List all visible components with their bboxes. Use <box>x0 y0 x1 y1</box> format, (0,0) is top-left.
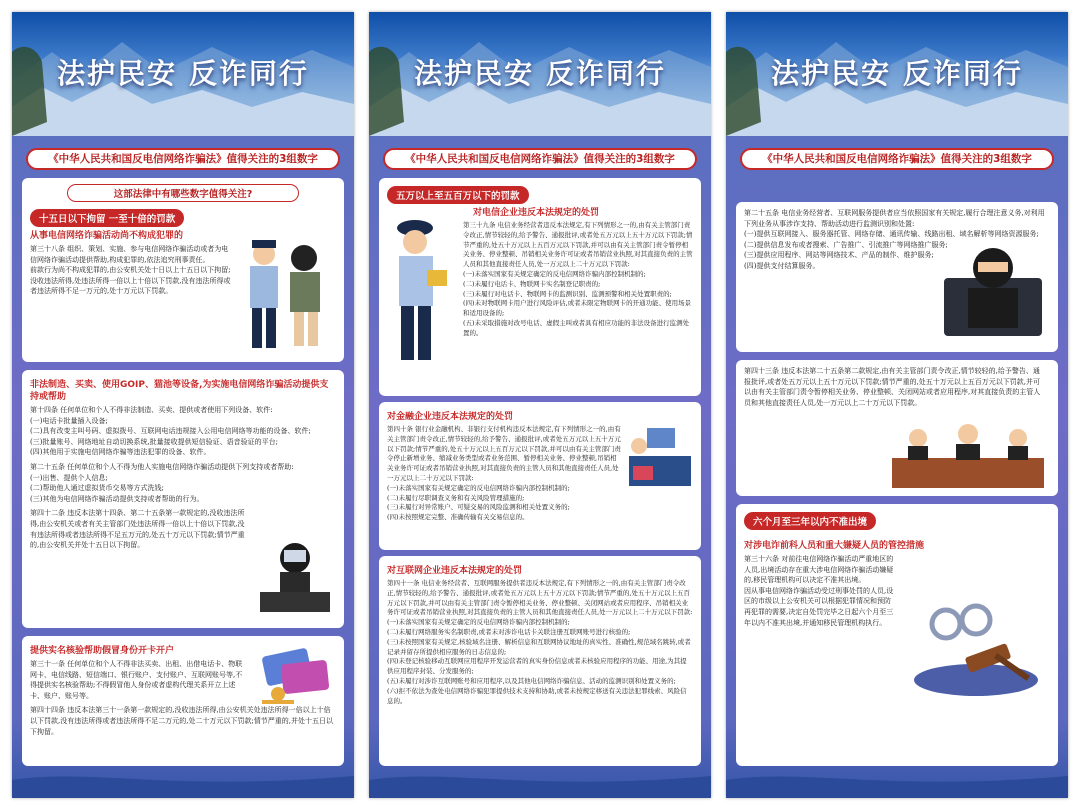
police-arrest-illustration <box>236 234 336 354</box>
courtroom-illustration <box>888 404 1048 490</box>
bottom-wave-decoration <box>369 768 711 798</box>
article-43-text: 第四十三条 违反本法第二十五条第二款规定,由有关主管部门责令改正,情节较轻的,给予警告、通报批评,或者处五万元以上五十万元以下罚款;情节严重的,处五十万元以上五百万元以下罚款,并可以由有关主管部门责令暂停相关业务、停业整顿、关闭网站或者应用程序,对其直接负责的主管人员和其他直接责任人员,处一万元以上二十万元以下罚款。 <box>744 367 1041 407</box>
section-heading: 对互联网企业违反本法规定的处罚 <box>387 566 523 576</box>
card-article-43 <box>736 360 1058 496</box>
article-41-text: 第四十一条 电信业务经营者、互联网服务提供者违反本法规定,有下列情形之一的,由有关主管部门责令改正,情节较轻的,给予警告、通报批评,或者处五万元以上五十万元以下罚款;情节严重的,处五十万元以上五百万元以下罚款,并可以由有关主管部门责令暂停相关业务、停业整顿、关闭网站或者应用程序、吊销相关业务许可证或者吊销营业执照,对其直接负责的主管人员和其他直接责任人员,处一万元以上二十万元以下罚款: (一)未落实国家有关规定确定的反电信网络诈骗内部控制机制的; (二)未履行网络服务实名制职责,或者未对涉诈电话卡关联注册互联网账号进行核验的; (三)未按照国家有关规定,核验域名注册、解析信息和互联网协议地址的真实性、准确性,规范域名跳转,或者记录并留存所提供相应服务的日志信息的; (四)未登记核验移动互联网应用程序开发运营者的真实身份信息或者未核验应用程序的功能、用途,为其提供应用程序封装、分发服务的; (五)未履行对涉诈互联网账号和应用程序,以及其他电信网络诈骗信息、活动的监测识别和处置义务的; (六)拒不依法为查处电信网络诈骗犯罪提供技术支持和协助,或者未按规定移送有关违法犯罪线索、风险信息的。 <box>387 579 693 705</box>
law-subtitle: 《中华人民共和国反电信网络诈骗法》值得关注的3组数字 <box>740 148 1054 170</box>
card-telecom-penalty <box>379 178 701 396</box>
banner-title: 法护民安 反诈同行 <box>57 57 309 90</box>
poster-panel-1 <box>12 12 354 798</box>
section-tag: 五万以上至五百万以下的罚款 <box>387 186 529 204</box>
card-detention <box>22 178 344 362</box>
bottom-wave-decoration <box>12 768 354 798</box>
bottom-wave-decoration <box>726 768 1068 798</box>
question-pill: 这部法律中有哪些数字值得关注? <box>67 184 299 202</box>
section-tag: 十五日以下拘留 一至十倍的罚款 <box>30 209 184 227</box>
police-officer-illustration <box>383 214 453 364</box>
banner-title: 法护民安 反诈同行 <box>771 57 1023 90</box>
card-exit-ban <box>736 504 1058 766</box>
hacker-laptop-illustration <box>254 536 336 616</box>
poster-panel-2 <box>369 12 711 798</box>
article-25-intro-text: 第二十五条 电信业务经营者、互联网服务提供者应当依照国家有关规定,履行合理注意义务,对利用下列业务从事涉诈支持、帮助活动进行监测识别和处置: (一)提供互联网接入、服务器托管、网络存储、通讯传输、线路出租、域名解析等网络资源服务; (二)提供信息发布或者搜索、广告推广、引流推广等网络推广服务; (三)提供应用程序、网站等网络技术、产品的制作、维护服务; (四)提供支付结算服务。 <box>744 209 1045 270</box>
card-service-duty <box>736 202 1058 352</box>
article-40-text: 第四十条 银行业金融机构、非银行支付机构违反本法规定,有下列情形之一的,由有关主管部门责令改正,情节较轻的,给予警告、通报批评,或者处五万元以上五十万元以下罚款;情节严重的,处五十万元以上五百万元以下罚款,并可以由有关主管部门责令停止新增业务、缩减业务类型或者业务范围、暂停相关业务、停业整顿,吊销相关业务许可证或者吊销营业执照,对其直接负责的主管人员和其他直接责任人员,处一万元以上二十万元以下罚款: (一)未落实国家有关规定确定的反电信网络诈骗内部控制机制的; (二)未履行尽职调查义务和有关风险管理措施的; (三)未履行对异常账户、可疑交易的风险监测和相关处置义务的; (四)未按照规定完整、准确传输有关交易信息的。 <box>387 425 621 522</box>
gavel-handcuffs-illustration <box>906 594 1046 704</box>
banner-header <box>12 12 354 136</box>
section-heading: 非法制造、买卖、使用GOIP、猫池等设备,为实施电信网络诈骗活动提供支持或帮助 <box>30 380 329 402</box>
article-38-text: 第三十八条 组织、策划、实施、参与电信网络诈骗活动或者为电信网络诈骗活动提供帮助,构成犯罪的,依法追究刑事责任。 前款行为尚不构成犯罪的,由公安机关处十日以上十五日以下拘留;没收违法所得,处违法所得一倍以上十倍以下罚款,没有违法所得或者违法所得不足一万元的,处十万元以下罚款。 <box>30 245 231 296</box>
section-tag: 六个月至三年以内不准出境 <box>744 512 876 530</box>
article-31-text: 第三十一条 任何单位和个人不得非法买卖、出租、出借电话卡、物联网卡、电信线路、短信端口、银行账户、支付账户、互联网账号等,不得提供实名核验帮助;不得假冒他人身份或者虚构代理关系开立上述卡、账户、账号等。 <box>30 660 243 700</box>
card-internet-penalty <box>379 556 701 766</box>
poster-panel-3 <box>726 12 1068 798</box>
section-heading: 对电信企业违反本法规定的处罚 <box>473 208 600 218</box>
hacker-monitor-illustration <box>938 238 1048 344</box>
bank-cards-illustration <box>258 642 336 706</box>
banner-header <box>369 12 711 136</box>
card-goip-devices <box>22 370 344 628</box>
card-finance-penalty <box>379 402 701 550</box>
article-36-text: 第三十六条 对前往电信网络诈骗活动严重地区的人员,出境活动存在重大涉电信网络诈骗活动嫌疑的,移民管理机构可以决定不准其出境。 因从事电信网络诈骗活动受过刑事处罚的人员,设区的市级以上公安机关可以根据犯罪情况和预防再犯罪的需要,决定自处罚完毕之日起六个月至三年以内不准其出境,并通知移民管理机构执行。 <box>744 555 894 627</box>
section-heading: 提供实名核验帮助假冒身份开卡开户 <box>30 646 175 656</box>
card-identity-verification <box>22 636 344 766</box>
banner-title: 法护民安 反诈同行 <box>414 57 666 90</box>
article-25-text: 第二十五条 任何单位和个人不得为他人实施电信网络诈骗活动提供下列支持或者帮助: (一)出售、提供个人信息; (二)帮助他人通过虚拟货币交易等方式洗钱; (三)其他为电信网络诈骗活动提供支持或者帮助的行为。 <box>30 462 294 503</box>
law-subtitle: 《中华人民共和国反电信网络诈骗法》值得关注的3组数字 <box>383 148 697 170</box>
section-heading: 从事电信网络诈骗活动尚不构成犯罪的 <box>30 231 184 241</box>
law-subtitle: 《中华人民共和国反电信网络诈骗法》值得关注的3组数字 <box>26 148 340 170</box>
section-heading: 对涉电诈前科人员和重大嫌疑人员的管控措施 <box>744 541 925 551</box>
banner-header <box>726 12 1068 136</box>
article-44-text: 第四十四条 违反本法第三十一条第一款规定的,没收违法所得,由公安机关处违法所得一倍以上十倍以下罚款,没有违法所得或者违法所得不足二万元的,处二十万元以下罚款;情节严重的,并处十五日以下拘留。 <box>30 706 334 736</box>
article-39-text: 第三十九条 电信业务经营者违反本法规定,有下列情形之一的,由有关主管部门责令改正,情节较轻的,给予警告、通报批评,或者处五万元以上五十万元以下罚款;情节严重的,处五十万元以上五百万元以下罚款,并可以由有关主管部门责令暂停相关业务、停业整顿、吊销相关业务许可证或者吊销营业执照,对其直接负责的主管人员和其他直接责任人员,处一万元以上二十万元以下罚款: (一)未落实国家有关规定确定的反电信网络诈骗内部控制机制的; (二)未履行电话卡、物联网卡实名制登记职责的; (三)未履行对电话卡、物联网卡的监测识别、监测预警和相关处置职责的; (四)未对物联网卡用户进行风险评估,或者未限定物联网卡的开通功能、使用场景和适用设备的; (五)未采取措施对改号电话、虚假主叫或者具有相应功能的非法设备进行监测处置的。 <box>463 221 693 337</box>
section-heading: 对金融企业违反本法规定的处罚 <box>387 412 514 422</box>
article-42-text: 第四十二条 违反本法第十四条、第二十五条第一款规定的,没收违法所得,由公安机关或者有关主管部门处违法所得一倍以上十倍以下罚款,没有违法所得或者违法所得不足五万元的,处五十万元以下罚款;情节严重的,由公安机关并处十五日以下拘留。 <box>30 509 245 550</box>
bank-counter-illustration <box>625 420 695 490</box>
article-14-text: 第十四条 任何单位和个人不得非法制造、买卖、提供或者使用下列设备、软件: (一)电话卡批量插入设备; (二)具有改变主叫号码、虚拟拨号、互联网电话违规接入公用电信网络等功能的设备、软件; (三)批量账号、网络地址自动切换系统,批量接收提供短信验证、语音验证的平台; (四)其他用于实施电信网络诈骗等违法犯罪的设备、软件。 <box>30 406 311 457</box>
